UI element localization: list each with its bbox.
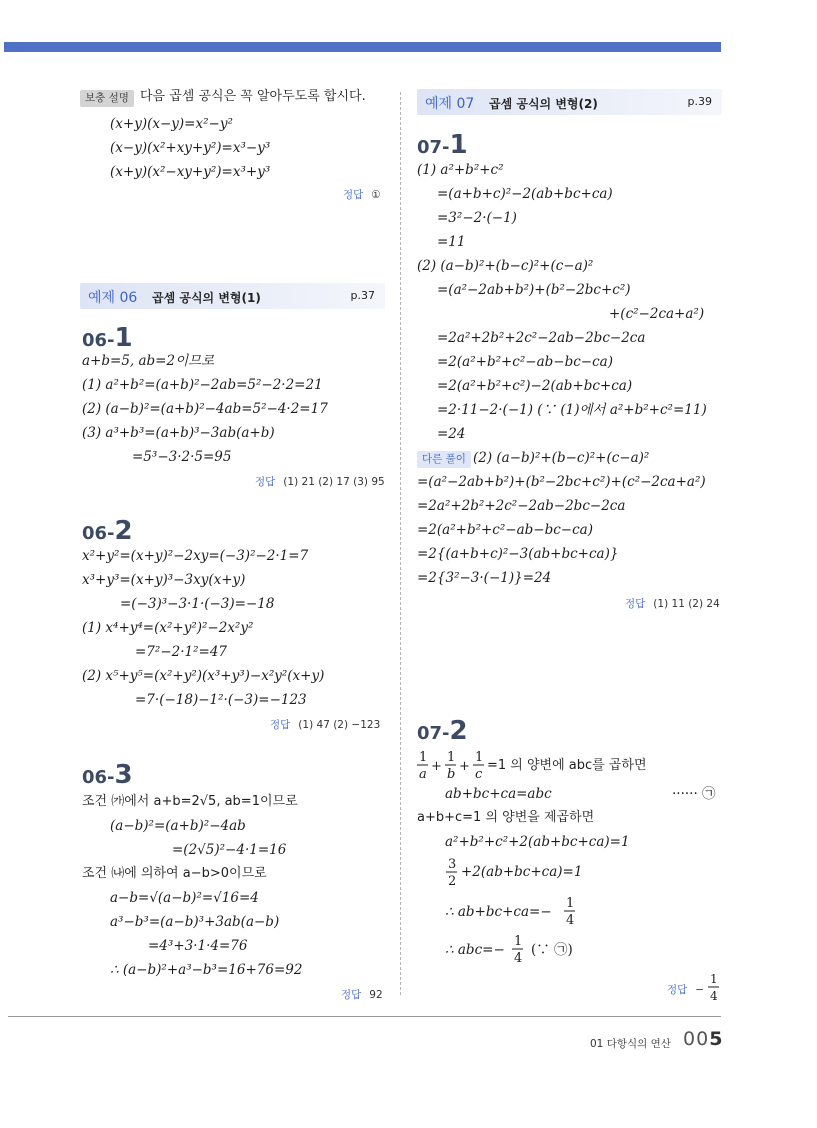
footer-page-number bbox=[683, 1028, 723, 1050]
solution-line: =3²−2·(−1) bbox=[437, 210, 517, 226]
answer-value: (1) 47 (2) −123 bbox=[298, 719, 381, 731]
answer-label: 정답 bbox=[270, 719, 291, 731]
answer-value: ① bbox=[371, 189, 381, 201]
svg-text:1: 1 bbox=[475, 750, 484, 765]
problem-prefix: 06- bbox=[82, 767, 115, 788]
answer-value: 92 bbox=[369, 989, 383, 1001]
solution-line: (a−b)²=(a+b)²−4ab bbox=[110, 818, 246, 834]
solution-line: ab+bc+ca=abc bbox=[445, 786, 552, 802]
alt-solution-line: =2{3²−3·(−1)}=24 bbox=[417, 570, 552, 586]
problem-prefix: 06- bbox=[82, 523, 115, 544]
solution-line: =5³−3·2·5=95 bbox=[132, 449, 232, 465]
solution-line: x²+y²=(x+y)²−2xy=(−3)²−2·1=7 bbox=[82, 548, 309, 564]
solution-line: +(c²−2ca+a²) bbox=[609, 306, 705, 322]
solution-line: ∴ abc=− bbox=[445, 942, 505, 958]
problem-number: 2 bbox=[449, 716, 468, 746]
problem-prefix: 06- bbox=[82, 330, 115, 351]
answer-label: 정답 bbox=[255, 476, 276, 488]
column-divider bbox=[400, 92, 401, 995]
alt-solution-line: =(a²−2ab+b²)+(b²−2bc+c²)+(c²−2ca+a²) bbox=[417, 474, 706, 490]
fraction-one-quarter bbox=[563, 895, 579, 929]
svg-text:+: + bbox=[459, 759, 470, 774]
solution-line: =4³+3·1·4=76 bbox=[148, 938, 248, 954]
svg-text:1: 1 bbox=[419, 750, 428, 765]
answer-label: 정답 bbox=[667, 984, 688, 996]
solution-line: (∵ ㉠) bbox=[531, 942, 573, 958]
svg-text:a: a bbox=[419, 767, 427, 782]
solution-line: 조건 ㈎에서 a+b=2√5, ab=1이므로 bbox=[82, 794, 298, 809]
solution-line: =(a²−2ab+b²)+(b²−2bc+c²) bbox=[437, 282, 631, 298]
section-number: 예제 07 bbox=[425, 96, 475, 112]
problem-number: 2 bbox=[114, 516, 133, 546]
solution-line: a−b=√(a−b)²=√16=4 bbox=[110, 890, 259, 906]
answer-line bbox=[667, 982, 704, 997]
svg-text:3: 3 bbox=[448, 857, 457, 872]
svg-text:4: 4 bbox=[566, 913, 575, 928]
footer-section-title: 01 다항식의 연산 bbox=[590, 1038, 671, 1050]
solution-line: =7²−2·1²=47 bbox=[135, 644, 227, 660]
problem-prefix: 07- bbox=[417, 137, 450, 158]
answer-line bbox=[255, 474, 385, 489]
problem-07-2-heading bbox=[417, 716, 468, 746]
solution-line: (2) (a−b)²=(a+b)²−4ab=5²−4·2=17 bbox=[82, 401, 328, 417]
solution-line: a+b+c=1 의 양변을 제곱하면 bbox=[417, 810, 595, 825]
solution-line: (1) a²+b²+c² bbox=[417, 162, 504, 178]
solution-line: =(−3)³−3·1·(−3)=−18 bbox=[120, 596, 275, 612]
solution-line: a³−b³=(a−b)³+3ab(a−b) bbox=[110, 914, 280, 930]
answer-line bbox=[625, 596, 720, 611]
formula-line: (x+y)(x²−xy+y²)=x³+y³ bbox=[110, 164, 271, 180]
solution-line: =24 bbox=[437, 426, 466, 442]
formula-line: (x+y)(x−y)=x²−y² bbox=[110, 116, 233, 132]
solution-line: a²+b²+c²+2(ab+bc+ca)=1 bbox=[445, 834, 630, 850]
alt-solution-tag: 다른 풀이 bbox=[417, 451, 471, 468]
solution-line: ∴ (a−b)²+a³−b³=16+76=92 bbox=[110, 962, 303, 978]
problem-06-1-heading bbox=[82, 323, 133, 353]
answer-value: − bbox=[695, 984, 705, 996]
problem-06-3-heading bbox=[82, 760, 133, 790]
answer-value: (1) 21 (2) 17 (3) 95 bbox=[283, 476, 385, 488]
solution-line: ∴ ab+bc+ca=− bbox=[445, 904, 552, 920]
solution-line: (2) (a−b)²+(b−c)²+(c−a)² bbox=[417, 258, 594, 274]
supplement-text: 다음 곱셈 공식은 꼭 알아두도록 합시다. bbox=[140, 89, 366, 104]
answer-label: 정답 bbox=[625, 598, 646, 610]
solution-line: (1) x⁴+y⁴=(x²+y²)²−2x²y² bbox=[82, 620, 254, 636]
alt-solution-line: =2{(a+b+c)²−3(ab+bc+ca)} bbox=[417, 546, 619, 562]
solution-line: =(2√5)²−4·1=16 bbox=[172, 842, 287, 858]
section-header-07 bbox=[417, 89, 722, 115]
alt-solution-line: (2) (a−b)²+(b−c)²+(c−a)² bbox=[473, 450, 650, 466]
answer-line bbox=[341, 987, 383, 1002]
alt-solution-line: =2a²+2b²+2c²−2ab−2bc−2ca bbox=[417, 498, 626, 514]
solution-line: a+b=5, ab=2이므로 bbox=[82, 353, 215, 369]
section-title: 곱셈 공식의 변형(1) bbox=[152, 291, 261, 305]
problem-06-2-heading bbox=[82, 516, 133, 546]
solution-line: =7·(−18)−1²·(−3)=−123 bbox=[135, 692, 307, 708]
answer-value: (1) 11 (2) 24 bbox=[653, 598, 720, 610]
solution-line: 조건 ㈏에 의하여 a−b>0이므로 bbox=[82, 866, 267, 881]
solution-line: (2) x⁵+y⁵=(x²+y²)(x³+y³)−x²y²(x+y) bbox=[82, 668, 325, 684]
problem-number: 1 bbox=[114, 323, 133, 353]
svg-text:1: 1 bbox=[710, 972, 718, 986]
svg-text:+: + bbox=[431, 759, 442, 774]
solution-line: =(a+b+c)²−2(ab+bc+ca) bbox=[437, 186, 613, 202]
svg-text:1: 1 bbox=[447, 750, 456, 765]
section-page-ref: p.37 bbox=[350, 289, 375, 302]
problem-prefix: 07- bbox=[417, 723, 450, 744]
svg-text:1: 1 bbox=[514, 934, 523, 949]
solution-line: =2(a²+b²+c²−ab−bc−ca) bbox=[437, 354, 613, 370]
supplement-tag: 보충 설명 bbox=[80, 90, 134, 107]
svg-text:2: 2 bbox=[448, 874, 457, 889]
problem-number: 1 bbox=[449, 130, 468, 160]
svg-text:1: 1 bbox=[566, 896, 575, 911]
solution-line: =11 bbox=[437, 234, 466, 250]
equation-marker: ······ ㉠ bbox=[672, 786, 716, 802]
section-number: 예제 06 bbox=[88, 290, 138, 306]
alt-solution-line: =2(a²+b²+c²−ab−bc−ca) bbox=[417, 522, 593, 538]
answer-label: 정답 bbox=[343, 189, 364, 201]
solution-line: =2·11−2·(−1) (∵ (1)에서 a²+b²+c²=11) bbox=[437, 402, 707, 418]
problem-07-1-heading bbox=[417, 130, 468, 160]
solution-line: +2(ab+bc+ca)=1 bbox=[461, 864, 583, 880]
section-header-06 bbox=[80, 283, 385, 309]
svg-text:b: b bbox=[447, 767, 456, 782]
solution-line: =2(a²+b²+c²)−2(ab+bc+ca) bbox=[437, 378, 633, 394]
svg-text:c: c bbox=[475, 767, 483, 782]
solution-line: =1 의 양변에 abc를 곱하면 bbox=[487, 758, 647, 773]
fraction-three-halves bbox=[445, 856, 461, 890]
footer-rule bbox=[8, 1016, 721, 1017]
page-number-last-digit: 5 bbox=[709, 1028, 724, 1050]
solution-line: =2a²+2b²+2c²−2ab−2bc−2ca bbox=[437, 330, 646, 346]
section-title: 곱셈 공식의 변형(2) bbox=[489, 97, 598, 111]
answer-label: 정답 bbox=[341, 989, 362, 1001]
header-color-bar bbox=[4, 42, 721, 52]
fraction-one-quarter bbox=[511, 933, 527, 967]
solution-line: (3) a³+b³=(a+b)³−3ab(a+b) bbox=[82, 425, 275, 441]
solution-line: x³+y³=(x+y)³−3xy(x+y) bbox=[82, 572, 246, 588]
fraction-one-quarter bbox=[707, 971, 723, 1005]
answer-line bbox=[270, 717, 380, 732]
answer-line bbox=[343, 187, 381, 202]
problem-number: 3 bbox=[114, 760, 133, 790]
formula-line: (x−y)(x²+xy+y²)=x³−y³ bbox=[110, 140, 271, 156]
section-page-ref: p.39 bbox=[687, 95, 712, 108]
solution-line: (1) a²+b²=(a+b)²−2ab=5²−2·2=21 bbox=[82, 377, 323, 393]
svg-text:4: 4 bbox=[514, 951, 523, 966]
svg-text:4: 4 bbox=[710, 989, 718, 1003]
page-number-prefix: 00 bbox=[683, 1028, 710, 1050]
